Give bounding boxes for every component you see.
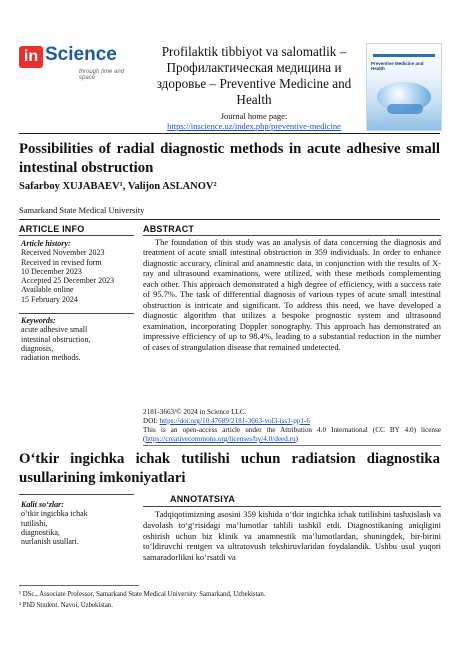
- history-label: Article history:: [21, 239, 71, 248]
- keywords-block: [21, 316, 90, 362]
- annotation-rule: [143, 506, 441, 507]
- history-item: 15 February 2024: [21, 294, 78, 304]
- history-item: Available online: [21, 285, 74, 295]
- history-item: Received in revised form: [21, 257, 102, 267]
- logo-tagline: through time and space: [79, 69, 125, 81]
- doi-link[interactable]: https://doi.org/10.47689/2181-3663-vol3-iss1-pp1-6: [159, 417, 310, 425]
- copyright-line: 2181-3663/© 2024 in Science LLC.: [143, 408, 247, 416]
- abstract-heading: ABSTRACT: [143, 224, 195, 234]
- abstract-text: The foundation of this study was an analysis of data concerning the diagnosis and treatment of acute small intestinal obstruction in 359 individuals. In order to enhance diagnostic accuracy, clinical and anamnestic data, in conjunction with the results of X-ray and ultrasound examinations, were utilized, with these methods complementing each other. This approach demonstrated a high degree of efficiency, with a success rate of 95.7%. The task of differential diagnosis of various types of acute small intestinal obstruction is intricate and significant. To address this need, we have developed a diagnostic algorithm that utilizes a bespoke prognostic system and ultrasound examination, incorporating Doppler sonography. This approach has demonstrated an impressive efficiency of up to 98.4%, leading to a substantial reduction in the number of cases of strangulation disease that remained undetected.: [143, 237, 441, 352]
- annotation-heading: ANNOTATSIYA: [170, 494, 236, 504]
- uz-keywords-block: [21, 500, 88, 546]
- publisher-logo: [19, 46, 141, 82]
- history-item: 10 December 2023: [21, 266, 82, 276]
- uz-keyword-item: diagnostika,: [21, 527, 60, 537]
- journal-cover-image: [366, 43, 442, 131]
- journal-home-link[interactable]: https://inscience.uz/index.php/preventive-medicine: [167, 121, 341, 131]
- cover-text: Preventive Medicine and Health: [371, 61, 424, 71]
- article-info-rule: [19, 235, 134, 236]
- footnote-1: ¹ DSc., Associate Professor, Samarkand State Medical University. Samarkand, Uzbekistan.: [19, 591, 266, 598]
- abstract-bottom-rule: [143, 445, 441, 446]
- license-text: This is an open-access article under the Attribution 4.0 International (CC BY 4.0) license (: [143, 426, 441, 443]
- doi-line: [143, 417, 441, 426]
- keyword-item: radiation methods.: [21, 353, 81, 363]
- footnote-2: ² PhD Student. Navoi, Uzbekistan.: [19, 602, 113, 609]
- history-item: Received November 2023: [21, 248, 105, 258]
- keyword-item: intestinal obstruction,: [21, 334, 91, 344]
- title-divider: [19, 219, 440, 220]
- keyword-item: acute adhesive small: [21, 325, 88, 335]
- uz-keyword-item: nurlanish usullari.: [21, 537, 79, 547]
- history-item: Accepted 25 December 2023: [21, 276, 115, 286]
- uzbek-title: O‘tkir ingichka ichak tutilishi uchun radiatsion diagnostika usullarining imkoniyatlari: [19, 451, 440, 486]
- logo-word: Science: [45, 44, 117, 65]
- abstract-rule: [143, 235, 441, 236]
- header-divider: [19, 133, 440, 134]
- doi-label: DOI:: [143, 417, 158, 425]
- article-affiliation: Samarkand State Medical University: [19, 205, 145, 215]
- footnote-rule: [19, 585, 139, 586]
- logo-mark: in: [19, 46, 43, 68]
- annotation-text: Tadqiqotimizning asosini 359 kishida o‘tkir ingichka ichak tutilishini tashxislash va davolash to‘g‘risidagi ma’lumotlar tahlili tashkil etdi. Diagnostikaning aniqligini oshirish uchun biz klinik va anamnestik ma’lumotlardan, shuningdek, bir-birini to‘ldiruvchi rentgen va ultratovush tekshiruvlaridan foydalandik. Ushbu usul yuqori samaradorlikni ko‘rsatdi va: [143, 509, 441, 563]
- keywords-rule: [19, 313, 134, 314]
- article-authors: Safarboy XUJABAEV¹, Valijon ASLANOV²: [19, 181, 217, 192]
- journal-title: Profilaktik tibbiyot va salomatlik – Профилактическая медицина и здоровье – Preventive Medicine and Health: [156, 44, 352, 107]
- uz-keyword-item: tutilishi,: [21, 518, 48, 528]
- journal-home-label: Journal home page:: [220, 111, 288, 121]
- keyword-item: diagnosis,: [21, 343, 54, 353]
- license-link[interactable]: https://creativecommons.org/licenses/by/4.0/deed.ru: [145, 435, 296, 443]
- license-line: [143, 426, 441, 444]
- uz-keyword-item: o‘tkir ingichka ichak: [21, 509, 88, 519]
- article-title: Possibilities of radial diagnostic methods in acute adhesive small intestinal obstruction: [19, 141, 440, 176]
- license-end: ): [295, 435, 298, 443]
- article-history: [21, 239, 114, 304]
- article-info-heading: ARTICLE INFO: [19, 224, 85, 234]
- keywords-label: Keywords:: [21, 316, 56, 325]
- uz-keywords-rule: [19, 494, 134, 495]
- uz-keywords-label: Kalit so‘zlar:: [21, 500, 64, 509]
